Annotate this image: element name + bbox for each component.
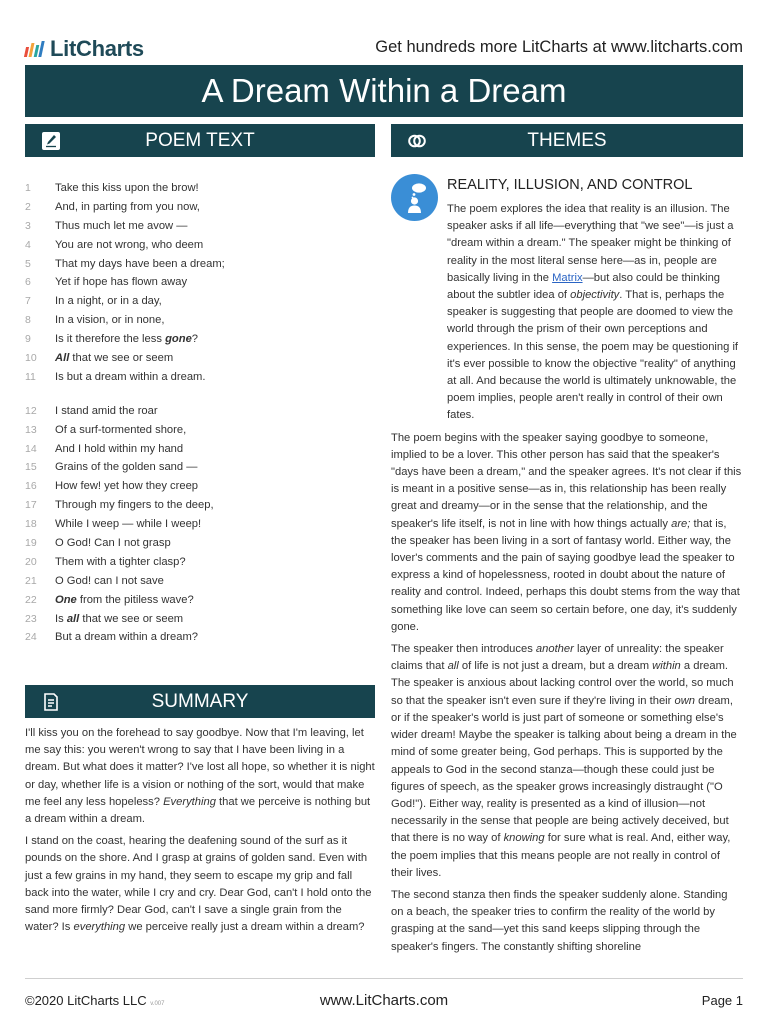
poem-line bbox=[25, 273, 375, 292]
poem-line bbox=[25, 236, 375, 255]
theme-text-run: . That is, perhaps the speaker is suggesting that people are doomed to view the world through the prism of their own perceptions and experiences. In this sense, the poem may be questioning if it's ever possible to know the objective "reality" of anything at all. And because the world is ultimately unknowable, the poem implies, people aren't really in control of their own fates. bbox=[447, 289, 739, 422]
theme-heading bbox=[391, 174, 743, 204]
theme-text-run: of life is not just a dream, but a dream bbox=[458, 660, 653, 673]
poem-stanza bbox=[25, 402, 375, 648]
line-text: And I hold within my hand bbox=[55, 442, 184, 455]
title-banner bbox=[25, 65, 743, 117]
theme-text-run: —but also could be thinking about the subtler idea of bbox=[447, 271, 721, 302]
matrix-link[interactable]: Matrix bbox=[552, 271, 583, 284]
theme-text-run: The poem begins with the speaker saying goodbye to someone, implied to be a lover. This other person has said that the speaker's "days have been a dream," and the speaker agrees. It's not clear if this is meant in a positive sense—as in, this relationship has been really great and dreamy—or in the sense that the relationship, and the speaker's life itself, is not in line with how things actually bbox=[391, 431, 742, 530]
line-text: You are not wrong, who deem bbox=[55, 238, 204, 251]
line-text: Of a surf-tormented shore, bbox=[55, 423, 187, 436]
line-text bbox=[55, 330, 375, 349]
summary-label: SUMMARY bbox=[151, 690, 249, 712]
line-number: 7 bbox=[25, 295, 31, 308]
summary-header bbox=[25, 685, 375, 718]
dreaming-person-icon bbox=[391, 174, 438, 221]
line-number: 19 bbox=[25, 537, 37, 550]
poem-line bbox=[25, 458, 375, 477]
summary-text-run: we perceive really just a dream within a dream? bbox=[125, 921, 365, 934]
line-number: 10 bbox=[25, 352, 37, 365]
line-text: Take this kiss upon the brow! bbox=[55, 182, 199, 194]
line-number: 22 bbox=[25, 593, 37, 606]
line-text: Through my fingers to the deep, bbox=[55, 499, 214, 512]
line-number: 20 bbox=[25, 555, 37, 568]
line-text-run: that we see or seem bbox=[79, 612, 184, 625]
header-tagline[interactable]: Get hundreds more LitCharts at www.litcharts.com bbox=[375, 38, 743, 56]
poem-line bbox=[25, 496, 375, 515]
themes-content bbox=[391, 174, 743, 961]
poem-line bbox=[25, 591, 375, 610]
poem-line bbox=[25, 628, 375, 647]
line-text-run: that we see or seem bbox=[69, 352, 174, 365]
line-number: 11 bbox=[25, 370, 36, 383]
line-text: Is but a dream within a dream. bbox=[55, 370, 206, 383]
poem-line bbox=[25, 553, 375, 572]
litcharts-logo[interactable] bbox=[25, 36, 144, 62]
poem-line bbox=[25, 198, 375, 217]
footer-divider bbox=[25, 978, 743, 979]
poem-line bbox=[25, 349, 375, 368]
theme-emphasis: within bbox=[652, 660, 681, 673]
line-text: In a vision, or in none, bbox=[55, 314, 165, 327]
line-text-run: from the pitiless wave? bbox=[76, 593, 194, 606]
line-number: 18 bbox=[25, 518, 37, 531]
theme-emphasis: another bbox=[535, 643, 574, 656]
version-text: v.007 bbox=[150, 1001, 165, 1007]
summary-text-run: that we perceive is nothing but a dream within a dream. bbox=[25, 795, 371, 826]
line-text: But a dream within a dream? bbox=[55, 631, 199, 644]
poem-stanza bbox=[25, 179, 375, 387]
summary-paragraph bbox=[25, 833, 375, 936]
summary-emphasis: Everything bbox=[163, 795, 216, 808]
document-icon bbox=[41, 692, 61, 712]
logo-text: LitCharts bbox=[50, 36, 144, 61]
summary-paragraph bbox=[25, 725, 375, 828]
line-text: While I weep — while I weep! bbox=[55, 518, 202, 531]
interlocking-rings-icon bbox=[407, 131, 427, 151]
line-number: 21 bbox=[25, 574, 37, 587]
line-text: That my days have been a dream; bbox=[55, 257, 225, 270]
theme-paragraph bbox=[391, 201, 743, 425]
theme-text-run: layer of unreality: the speaker claims that bbox=[391, 643, 724, 673]
summary-text-run: I'll kiss you on the forehead to say goodbye. Now that I'm leaving, let me say this: you weren't wrong to say that I have been living in a dream. But what does it matter? I've lost all hope, so whether it is night or day, whether life is a vision or nothing of the sort, would that make me feel any less hopeless? bbox=[25, 727, 375, 808]
line-text-run: ? bbox=[191, 333, 199, 346]
poem-text-header bbox=[25, 124, 375, 157]
poem-line bbox=[25, 572, 375, 591]
poem-line bbox=[25, 440, 375, 459]
theme-paragraph bbox=[391, 641, 743, 882]
line-text: Them with a tighter clasp? bbox=[55, 555, 186, 568]
summary-text-run: I stand on the coast, hearing the deafening sound of the surf as it pounds on the shore. And I grasp at grains of golden sand. Even with just a few grains in my hand, they seem to escape my grip and fall back into the water, while I cry and cry. Dear God, can't I hold onto the sand more firmly? Dear God, can't I save a single grain from the water? Is bbox=[25, 835, 372, 934]
line-number: 24 bbox=[25, 631, 37, 644]
page-header bbox=[25, 36, 743, 62]
page-title: A Dream Within a Dream bbox=[201, 72, 567, 109]
line-number: 15 bbox=[25, 461, 37, 474]
poem-line bbox=[25, 255, 375, 274]
summary-emphasis: everything bbox=[73, 921, 126, 934]
themes-header bbox=[391, 124, 743, 157]
line-text bbox=[55, 591, 375, 610]
line-text: In a night, or in a day, bbox=[55, 295, 162, 308]
line-text bbox=[55, 610, 375, 629]
poem-line bbox=[25, 610, 375, 629]
line-number: 5 bbox=[25, 257, 31, 270]
theme-text-run: that is, the speaker has been living in a sort of fantasy world. Either way, the lover's comments and the pain of saying goodbye lead the speaker to express a kind of hopelessness, rooted in doubt about the nature of reality and control. Indeed, perhaps this doubt stems from the way that something like love can seem so certain before, one day, it's suddenly gone. bbox=[391, 517, 740, 633]
themes-label: THEMES bbox=[527, 129, 607, 151]
poem-line bbox=[25, 217, 375, 236]
poem-line bbox=[25, 292, 375, 311]
line-text bbox=[55, 349, 375, 368]
theme-text-run: The speaker then introduces bbox=[391, 643, 536, 656]
theme-emphasis: knowing bbox=[503, 832, 545, 845]
theme-paragraph: The second stanza then finds the speaker suddenly alone. Standing on a beach, the speaker tries to confirm the reality of the world by grasping at the sand—yet this sand keeps slipping through the speaker's fingers. The constantly shifting shoreline bbox=[391, 888, 728, 953]
line-number: 12 bbox=[25, 404, 37, 417]
line-number: 13 bbox=[25, 423, 37, 436]
poem-line bbox=[25, 477, 375, 496]
poem-line bbox=[25, 534, 375, 553]
summary-text bbox=[25, 725, 375, 941]
poem-text bbox=[25, 179, 375, 662]
line-text: I stand amid the roar bbox=[55, 404, 158, 417]
line-emphasis: One bbox=[55, 593, 77, 606]
poem-line bbox=[25, 421, 375, 440]
theme-title: REALITY, ILLUSION, AND CONTROL bbox=[447, 177, 693, 193]
page-number: Page 1 bbox=[701, 993, 743, 1008]
line-number: 23 bbox=[25, 612, 37, 625]
line-number: 14 bbox=[25, 442, 37, 455]
theme-paragraph bbox=[391, 430, 743, 636]
poem-line bbox=[25, 311, 375, 330]
line-emphasis: all bbox=[66, 612, 80, 625]
theme-text-run: The poem explores the idea that reality is an illusion. The speaker asks if all life—everything that "we see"—is just a "dream within a dream." The speaker might be thinking of reality in the most literal sense here—as in, people are basically living in the bbox=[447, 203, 734, 284]
quill-icon bbox=[41, 131, 61, 151]
theme-text-run: dream, or if the speaker's world is just part of someone or something else's wider dream! Maybe the speaker is talking about being a dream in the mind of some greater being, God perhaps. This is supported by the appeals to God in the second stanza—though these could just be figures of speech, as the speaker grows increasingly distraught ("O God!"). Either way, reality is presented as a kind of illusion—not necessarily in the sense that people are being actively deceived, but that there is no way of bbox=[391, 694, 737, 845]
theme-emphasis: are; bbox=[671, 517, 691, 530]
logo-bars-icon bbox=[25, 41, 45, 57]
line-number: 8 bbox=[25, 314, 31, 327]
theme-icon bbox=[391, 174, 438, 221]
poem-line bbox=[25, 368, 375, 387]
line-number: 2 bbox=[25, 200, 31, 213]
line-text: O God! Can I not grasp bbox=[55, 537, 171, 550]
line-text-run: Is bbox=[55, 612, 67, 625]
line-number: 1 bbox=[25, 182, 31, 194]
poem-line bbox=[25, 402, 375, 421]
line-text-run: Is it therefore the less bbox=[55, 333, 166, 346]
line-text: Yet if hope has flown away bbox=[55, 276, 188, 289]
theme-emphasis: all bbox=[447, 660, 459, 673]
line-number: 3 bbox=[25, 219, 31, 232]
line-text: How few! yet how they creep bbox=[55, 480, 199, 493]
poem-line bbox=[25, 179, 375, 198]
line-text: Grains of the golden sand — bbox=[55, 461, 198, 474]
line-number: 9 bbox=[25, 333, 31, 346]
line-text: And, in parting from you now, bbox=[55, 200, 200, 213]
line-number: 17 bbox=[25, 499, 37, 512]
line-emphasis: gone bbox=[165, 333, 192, 346]
poem-text-label: POEM TEXT bbox=[145, 129, 255, 151]
line-number: 16 bbox=[25, 480, 37, 493]
theme-text-run: for sure what is real. And, either way, the poem implies that this means people are not really in control of their lives. bbox=[391, 832, 731, 879]
theme-emphasis: objectivity bbox=[570, 289, 620, 302]
line-text: O God! can I not save bbox=[55, 574, 164, 587]
line-number: 6 bbox=[25, 276, 31, 289]
line-emphasis: All bbox=[55, 352, 70, 365]
line-number: 4 bbox=[25, 238, 31, 251]
theme-text-run: a dream. The speaker is anxious about lacking control over the world, so much so that the speaker isn't even sure if they're living in their bbox=[391, 660, 734, 707]
poem-line bbox=[25, 330, 375, 349]
theme-emphasis: own bbox=[674, 694, 696, 707]
copyright-text: ©2020 LitCharts LLC bbox=[25, 993, 147, 1008]
line-text: Thus much let me avow — bbox=[55, 219, 188, 232]
poem-line bbox=[25, 515, 375, 534]
footer-site-link[interactable]: www.LitCharts.com bbox=[319, 992, 449, 1009]
